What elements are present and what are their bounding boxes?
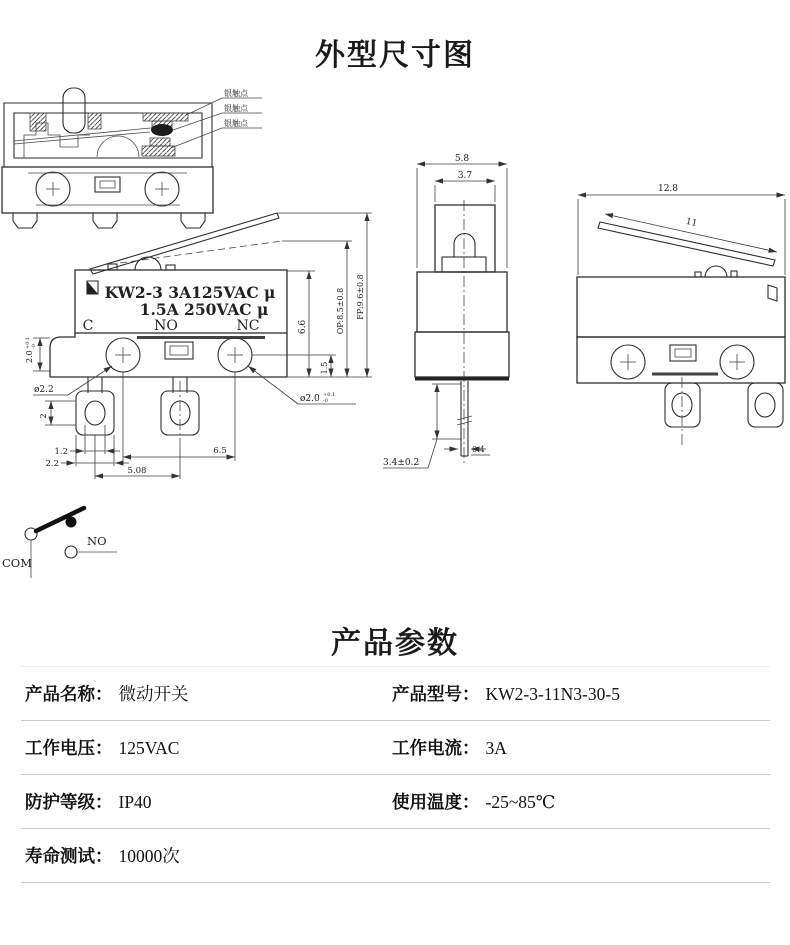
- plunger: [63, 88, 85, 133]
- side-view-drawing: [380, 148, 560, 473]
- plunger-dome: [454, 234, 475, 257]
- param-label: 寿命测试：: [25, 846, 113, 866]
- lever-view-body: [577, 277, 785, 383]
- lever-view-drawing: [560, 155, 790, 455]
- param-label: 使用温度：: [392, 792, 480, 812]
- param-value: KW2-3-11N3-30-5: [485, 684, 620, 704]
- param-working-voltage: [21, 735, 392, 760]
- param-value: 125VAC: [118, 738, 180, 758]
- dim-hole-left: ø2.2: [34, 385, 54, 395]
- front-dimensions: [33, 213, 372, 479]
- lever-view-pins: [665, 377, 783, 447]
- dim-total-width: 12.8: [657, 184, 679, 194]
- table-row: [21, 775, 770, 829]
- terminal-block: [50, 333, 287, 377]
- dim-top-width: 5.8: [454, 154, 470, 164]
- dim-fp: FP:9.6±0.8: [356, 274, 365, 320]
- terminal-label-no: NO: [154, 318, 178, 334]
- dim-terminal-pitch: 6.5: [213, 446, 227, 456]
- lever-view-lever: [598, 214, 777, 277]
- dim-edge-height: 2.0: [25, 350, 34, 363]
- side-dimension-labels: [383, 154, 485, 468]
- param-label: 工作电压：: [25, 738, 113, 758]
- param-label: 产品型号：: [392, 684, 480, 704]
- lever-pivot: [705, 266, 727, 277]
- com-label: COM: [2, 556, 33, 570]
- params-table: [21, 666, 770, 883]
- dim-edge-height-group: [25, 337, 37, 363]
- dim-pin-width: 2.2: [45, 459, 59, 469]
- param-protection-rating: [21, 789, 392, 814]
- dim-pin-offset: 1.5: [320, 361, 329, 375]
- contact-label-2: 银触点: [224, 104, 248, 113]
- dim-edge-tol-minus: -0: [31, 344, 37, 349]
- param-life-test: [21, 843, 392, 868]
- contact-label-3: 银触点: [224, 119, 248, 128]
- brand-logo-mark: [768, 285, 777, 301]
- lever-arm: [90, 213, 282, 274]
- dim-lever-length: 11: [684, 216, 699, 230]
- terminal-label-c: C: [82, 318, 94, 334]
- table-row: [21, 667, 770, 721]
- terminal-pins: [76, 377, 199, 447]
- dim-pin-length: 3.4±0.2: [383, 458, 420, 468]
- no-terminal-node: [65, 546, 77, 558]
- param-label: 产品名称：: [25, 684, 113, 704]
- dim-body-height: 6.6: [298, 319, 308, 335]
- side-body: [415, 205, 509, 456]
- param-label: 防护等级：: [25, 792, 113, 812]
- dim-edge-tol-plus: +0.1: [25, 336, 31, 349]
- side-dimensions: [383, 164, 507, 468]
- switch-body: [75, 270, 287, 334]
- front-view-drawing: [20, 185, 380, 485]
- param-operating-temperature: [392, 789, 555, 814]
- param-value: IP40: [118, 792, 152, 812]
- contact-label-1: 银触点: [224, 89, 248, 98]
- param-value: 微动开关: [118, 684, 189, 704]
- dim-hole-right-tol-plus: +0.1: [323, 392, 336, 398]
- dim-pin-tip-width: 0.4: [472, 445, 485, 454]
- terminal-label-nc: NC: [236, 318, 260, 334]
- dim-pin-pitch: 5.08: [127, 466, 147, 476]
- contact-leader-lines: [171, 98, 262, 148]
- lever-view-dimensions: [578, 195, 785, 275]
- param-working-current: [392, 735, 507, 760]
- dim-slot-width: 1.2: [54, 447, 68, 457]
- lever-operating-position: [120, 241, 282, 263]
- param-value: 10000次: [118, 846, 180, 866]
- no-label: NO: [87, 534, 107, 548]
- dim-hole-right-tol-minus: -0: [323, 398, 328, 404]
- dim-op: OP:8.5±0.8: [336, 287, 345, 335]
- dim-hole-right: ø2.0: [300, 394, 320, 404]
- dim-plunger-width: 3.7: [457, 171, 473, 181]
- body-marking-line2: 1.5A 250VAC μ: [139, 300, 269, 319]
- contact-dot: [66, 517, 77, 528]
- brand-logo-fill: [87, 281, 98, 294]
- drawing-title: 外型尺寸图: [315, 39, 475, 72]
- params-title: 产品参数: [331, 627, 459, 660]
- param-value: -25~85℃: [485, 792, 556, 812]
- param-label: 工作电流：: [392, 738, 480, 758]
- param-value: 3A: [485, 738, 507, 758]
- dim-slot-height: 2: [39, 413, 48, 419]
- circuit-diagram: [0, 495, 210, 590]
- table-row: [21, 829, 770, 883]
- switch-lever-symbol: [36, 508, 84, 531]
- param-product-model: [392, 681, 620, 706]
- param-product-name: [21, 681, 392, 706]
- silver-contacts: [142, 113, 188, 156]
- table-row: [21, 721, 770, 775]
- body-marking-line1: KW2-3 3A125VAC μ: [104, 283, 276, 302]
